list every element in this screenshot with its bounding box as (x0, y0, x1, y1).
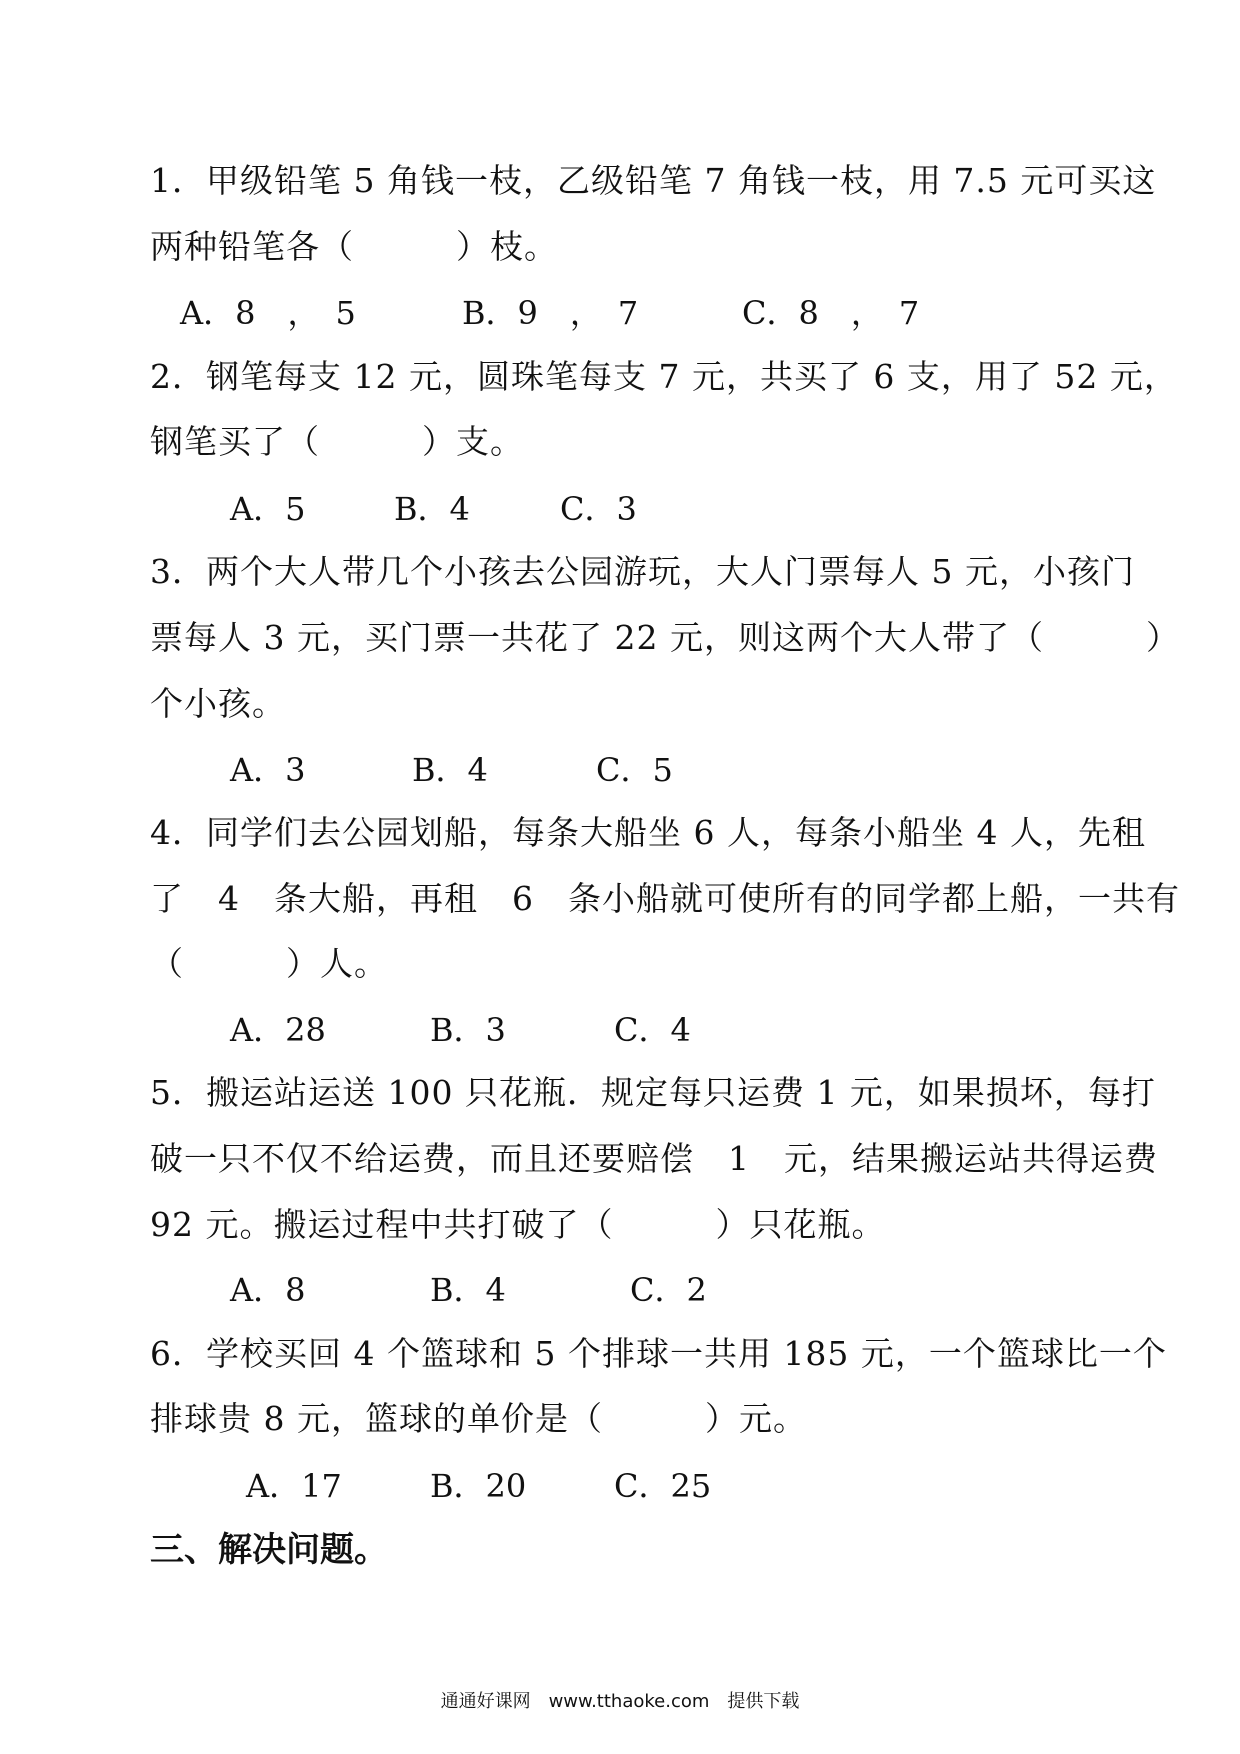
question-4-option-a: A．28 (230, 1011, 326, 1049)
question-6-line-1: 6．学校买回 4 个篮球和 5 个排球一共用 185 元，一个篮球比一个 (150, 1334, 1167, 1373)
question-5-option-a: A．8 (230, 1271, 306, 1309)
question-6-option-c: C．25 (614, 1467, 712, 1505)
question-3-line-2: 票每人 3 元，买门票一共花了 22 元，则这两个大人带了（ ） (150, 618, 1180, 657)
page-footer: 通通好课网 www.tthaoke.com 提供下载 (440, 1691, 800, 1712)
question-1-line-2: 两种铅笔各（ ）枝。 (150, 227, 558, 266)
question-1-option-a: A．8 ， 5 (180, 294, 356, 332)
question-5-option-b: B．4 (430, 1271, 506, 1309)
question-6-line-2: 排球贵 8 元，篮球的单价是（ ）元。 (150, 1399, 807, 1438)
question-3-line-3: 个小孩。 (150, 684, 286, 723)
question-1-line-1: 1．甲级铅笔 5 角钱一枝，乙级铅笔 7 角钱一枝，用 7.5 元可买这 (150, 161, 1157, 200)
question-5-option-c: C．2 (630, 1271, 707, 1309)
question-6-option-a: A．17 (246, 1467, 342, 1505)
question-3-line-1: 3．两个大人带几个小孩去公园游玩，大人门票每人 5 元，小孩门 (150, 552, 1135, 591)
section-title: 三、解决问题。 (150, 1530, 388, 1570)
question-2-line-1: 2．钢笔每支 12 元，圆珠笔每支 7 元，共买了 6 支，用了 52 元， (150, 357, 1178, 396)
question-4-line-1: 4．同学们去公园划船，每条大船坐 6 人，每条小船坐 4 人，先租 (150, 813, 1146, 852)
question-5-line-2: 破一只不仅不给运费，而且还要赔偿 1 元，结果搬运站共得运费 (150, 1139, 1158, 1178)
question-5-line-1: 5．搬运站运送 100 只花瓶．规定每只运费 1 元，如果损坏，每打 (150, 1073, 1156, 1112)
question-5-line-3: 92 元。搬运过程中共打破了（ ）只花瓶。 (150, 1205, 886, 1244)
question-3-option-b: B．4 (412, 751, 488, 789)
question-4-line-3: （ ）人。 (150, 944, 388, 983)
question-2-option-c: C．3 (560, 490, 637, 528)
question-1-option-b: B．9 ， 7 (462, 294, 639, 332)
question-4-option-b: B．3 (430, 1011, 506, 1049)
question-3-option-a: A．3 (230, 751, 306, 789)
question-6-option-b: B．20 (430, 1467, 527, 1505)
question-1-option-c: C．8 ， 7 (742, 294, 920, 332)
question-4-option-c: C．4 (614, 1011, 691, 1049)
question-2-option-a: A．5 (230, 490, 306, 528)
question-3-option-c: C．5 (596, 751, 673, 789)
question-2-line-2: 钢笔买了（ ）支。 (150, 422, 524, 461)
question-4-line-2: 了 4 条大船，再租 6 条小船就可使所有的同学都上船，一共有 (150, 879, 1180, 918)
question-2-option-b: B．4 (394, 490, 470, 528)
